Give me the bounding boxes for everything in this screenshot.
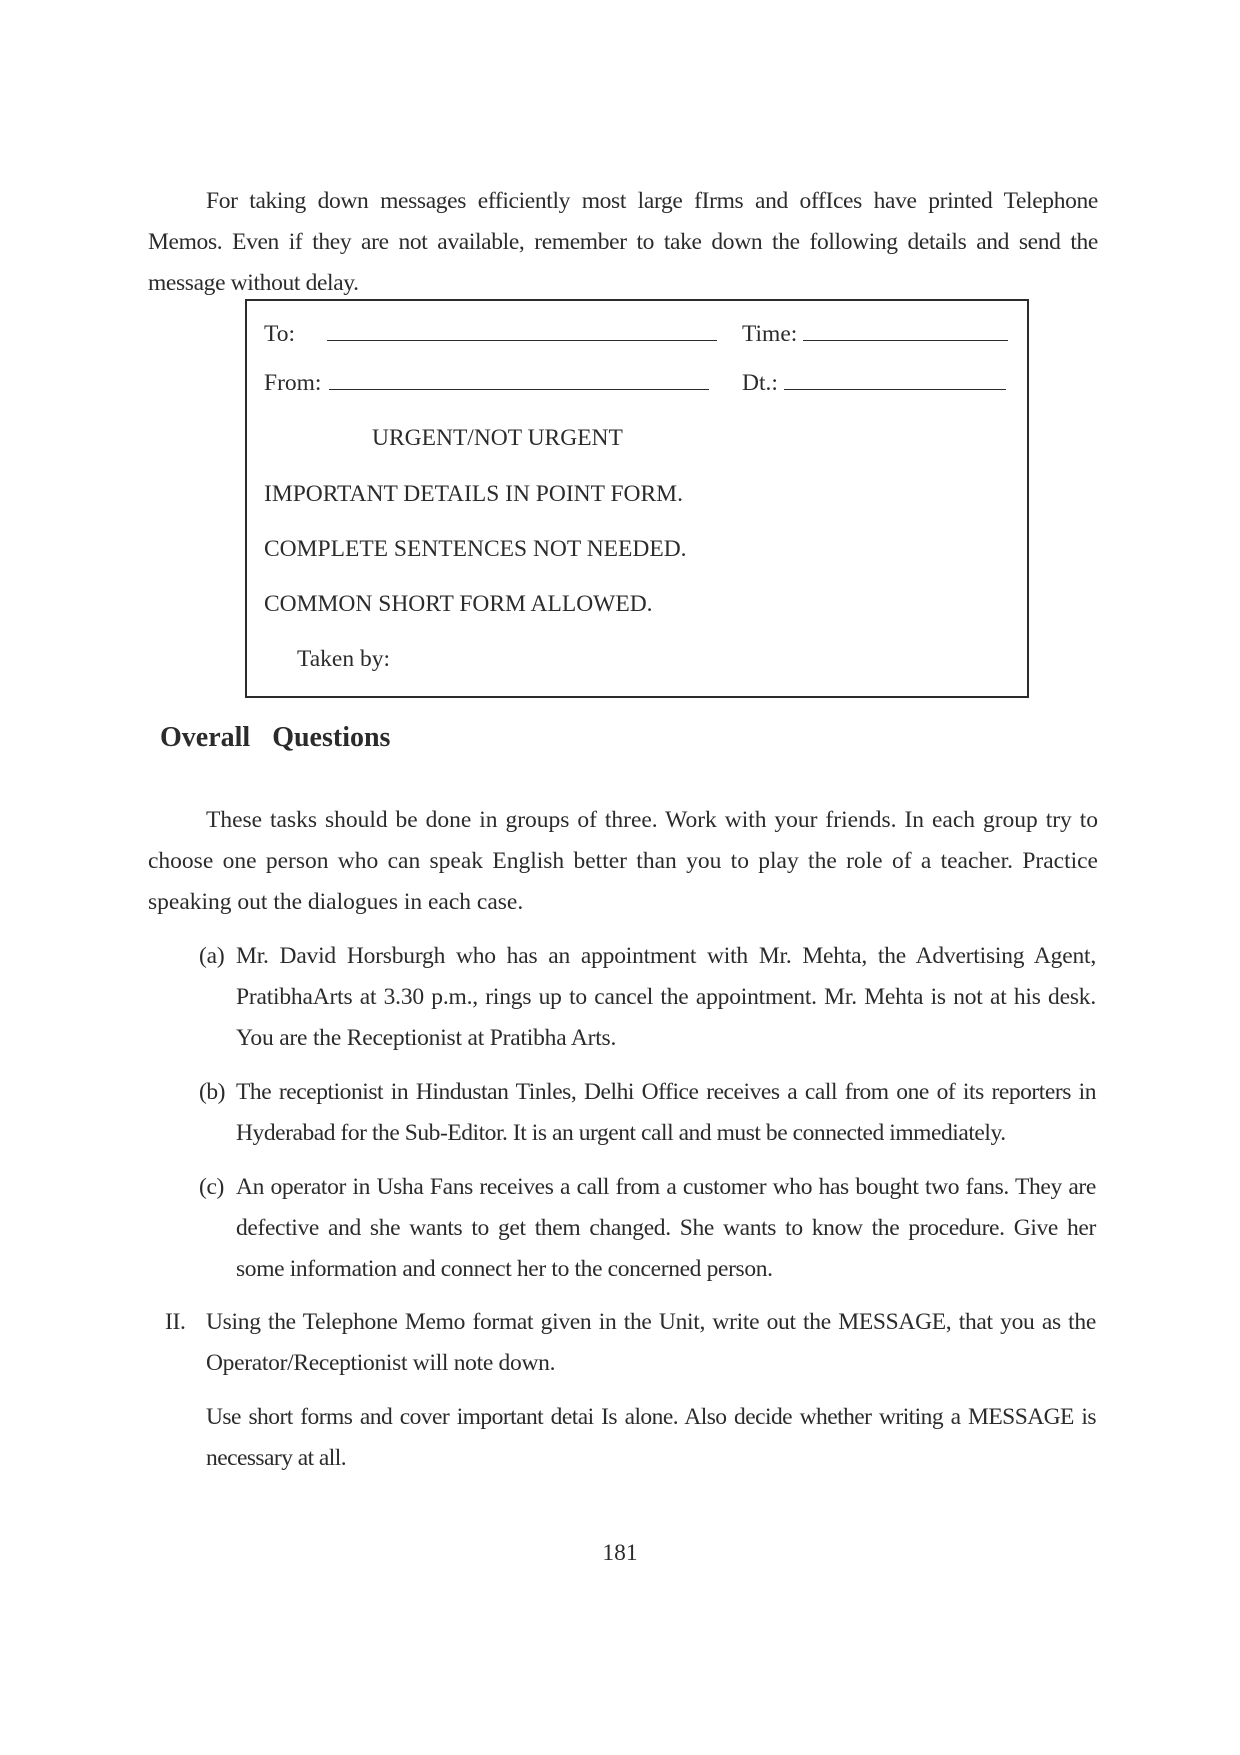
list-item: [199, 1167, 1096, 1290]
memo-time-label: Time:: [742, 321, 798, 347]
question-ii-text: Using the Telephone Memo format given in the Unit, write out the MESSAGE, that you as the Operator/Receptionist will note down.: [206, 1309, 1096, 1376]
list-item-text: The receptionist in Hindustan Tinles, Delhi Office receives a call from one of its reporters in Hyderabad for the Sub-Editor. It is an urgent call and must be connected immediately.: [236, 1079, 1096, 1146]
question-ii-note: Use short forms and cover important detai Is alone. Also decide whether writing a MESSAGE is necessary at all.: [206, 1404, 1096, 1471]
memo-date-blank: [784, 375, 1006, 390]
memo-urgency: URGENT/NOT URGENT: [372, 425, 623, 451]
page-number: 181: [602, 1540, 638, 1566]
memo-from-row: [264, 370, 709, 397]
memo-to-row: [264, 321, 717, 348]
telephone-memo-form: [245, 299, 1029, 698]
memo-to-label: To:: [264, 321, 295, 347]
memo-date-row: [742, 370, 1006, 397]
memo-from-blank: [329, 375, 709, 390]
question-ii: [165, 1302, 1096, 1384]
memo-rule-3: COMMON SHORT FORM ALLOWED.: [264, 591, 653, 617]
list-item-text: An operator in Usha Fans receives a call from a customer who has bought two fans. They are defective and she wants to get them changed. She wants to know the procedure. Give her some information and connect her to the concerned person.: [236, 1174, 1096, 1282]
intro-text: For taking down messages efficiently most large fIrms and offIces have printed Telephone Memos. Even if they are not available, remember to take down the following details and send the message without delay.: [148, 188, 1098, 296]
list-item-text: Mr. David Horsburgh who has an appointment with Mr. Mehta, the Advertising Agent, PratibhaArts at 3.30 p.m., rings up to cancel the appointment. Mr. Mehta is not at his desk. You are the Receptionist at Pratibha Arts.: [236, 943, 1096, 1051]
memo-to-blank: [327, 326, 717, 341]
intro-paragraph: [148, 181, 1098, 304]
memo-from-label: From:: [264, 370, 322, 396]
list-item-marker: (b): [199, 1079, 226, 1105]
memo-date-label: Dt.:: [742, 370, 778, 396]
memo-rule-1: IMPORTANT DETAILS IN POINT FORM.: [264, 481, 683, 507]
question-ii-marker: II.: [165, 1309, 186, 1335]
list-item-marker: (c): [199, 1174, 225, 1200]
list-item: [199, 936, 1096, 1059]
list-item: [199, 1072, 1096, 1154]
memo-time-row: [742, 321, 1008, 348]
memo-rule-2: COMPLETE SENTENCES NOT NEEDED.: [264, 536, 687, 562]
memo-time-blank: [803, 326, 1008, 341]
section-heading: Overall Questions: [160, 722, 391, 753]
list-item-marker: (a): [199, 943, 225, 969]
tasks-intro-text: These tasks should be done in groups of three. Work with your friends. In each group try to choose one person who can speak English better than you to play the role of a teacher. Practice speaking out the dialogues in each case.: [148, 807, 1098, 915]
tasks-intro-paragraph: [148, 800, 1098, 923]
memo-taken-by-label: Taken by:: [297, 646, 390, 672]
